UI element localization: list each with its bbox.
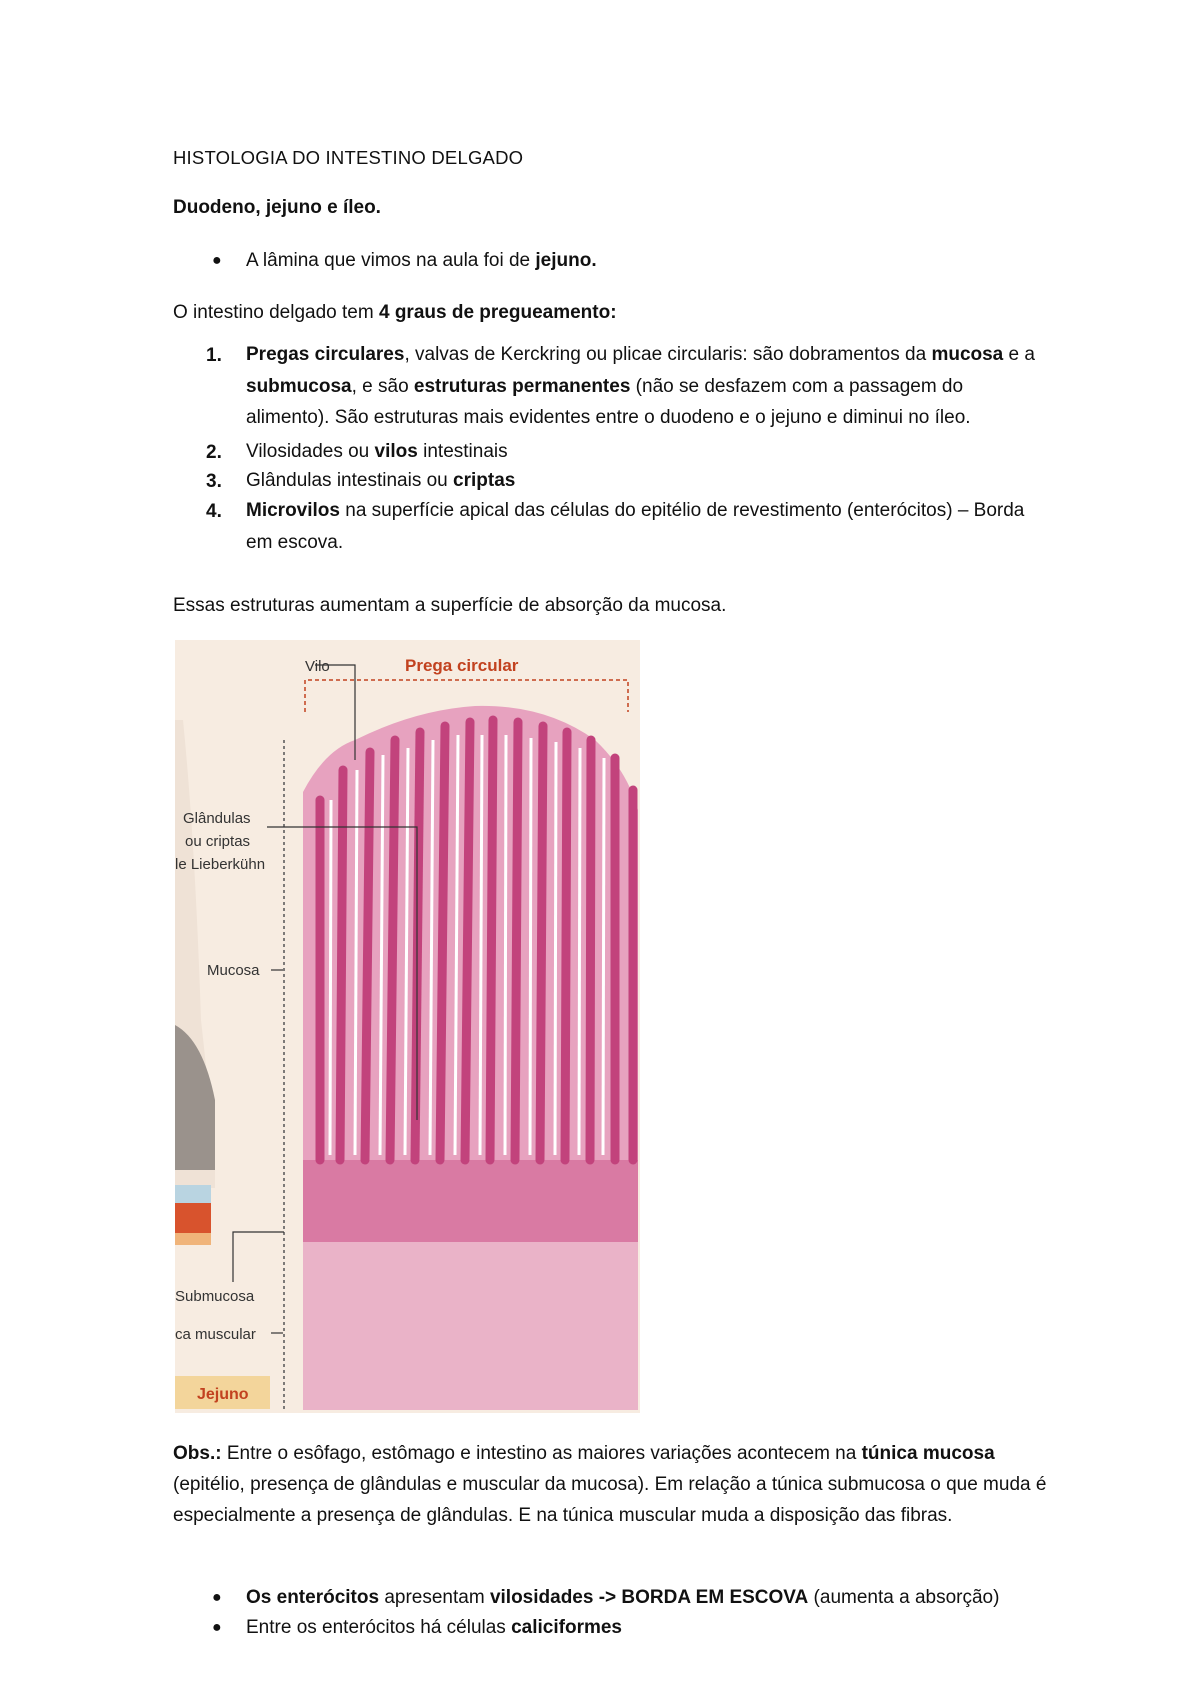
text: Entre os enterócitos há células	[246, 1617, 512, 1638]
bold-text: estruturas permanentes	[413, 375, 631, 397]
side-layer-orange	[175, 1233, 211, 1245]
label-prega-circular: Prega circular	[405, 656, 519, 675]
muscular-layer	[303, 1242, 638, 1410]
list-item	[246, 495, 1036, 558]
histology-figure	[175, 640, 640, 1413]
bullet-item	[246, 1587, 999, 1609]
bold-text: Microvilos	[246, 500, 340, 521]
bold-text: vilos	[374, 441, 418, 462]
jejunum-micrograph	[175, 640, 640, 1413]
text: apresentam	[379, 1587, 490, 1608]
list-item	[246, 436, 1036, 468]
bullet-icon: ●	[212, 252, 222, 269]
label-submucosa: Submucosa	[175, 1288, 255, 1305]
text: Vilosidades ou	[246, 441, 375, 462]
bullet-jejuno: A lâmina que vimos na aula foi de jejuno.	[246, 250, 597, 271]
bold-text: túnica mucosa	[861, 1443, 995, 1464]
submucosa-layer	[303, 1160, 638, 1242]
label-glandulas-2: ou criptas	[185, 833, 251, 850]
label-vilo: Vilo	[305, 658, 330, 675]
list-number: 1.	[206, 345, 222, 366]
text: (aumenta a absorção)	[808, 1587, 1000, 1608]
tissue-section	[303, 706, 638, 1410]
label-glandulas-3: le Lieberkühn	[175, 856, 266, 873]
side-layer-red	[175, 1203, 211, 1233]
bold-text: mucosa	[931, 344, 1004, 365]
label-jejuno: Jejuno	[197, 1386, 249, 1403]
text: (não se desfazem com a passagem do alimento). São estruturas mais evidentes entre o duodeno e o jejuno e diminui no íleo.	[246, 375, 971, 428]
summary-line: Essas estruturas aumentam a superfície de absorção da mucosa.	[173, 595, 727, 616]
side-layer-blue	[175, 1185, 211, 1203]
bold-text: submucosa	[246, 375, 352, 397]
list-number: 3.	[206, 471, 222, 492]
subtitle: Duodeno, jejuno e íleo.	[173, 197, 381, 218]
label-mucosa: Mucosa	[207, 962, 260, 979]
list-item	[246, 339, 1036, 434]
list-item	[246, 465, 1036, 497]
list-number: 2.	[206, 442, 222, 463]
text: e a	[1003, 344, 1035, 365]
text: na superfície apical das células do epitélio de revestimento (enterócitos) – Borda em escova.	[246, 500, 1025, 553]
text: , valvas de Kerckring ou plicae circularis: são dobramentos da	[404, 344, 932, 365]
text: (epitélio, presença de glândulas e muscular da mucosa). Em relação a túnica submucosa o que muda é especialmente a presença de glândulas. E na túnica muscular muda a disposição das fibras.	[173, 1474, 1047, 1526]
bullet-icon: ●	[212, 1619, 222, 1636]
bold-text: vilosidades -> BORDA EM ESCOVA	[489, 1587, 809, 1608]
obs-paragraph: Obs.: Entre o esôfago, estômago e intestino as maiores variações acontecem na túnica mucosa (epitélio, presença de glândulas e muscular da mucosa). Em relação a túnica submucosa o que muda é especialmente a presença de glândulas. E na túnica muscular muda a disposição das fibras.	[173, 1443, 1047, 1526]
bullet-icon: ●	[212, 1589, 222, 1606]
text: Glândulas intestinais ou	[246, 470, 454, 491]
bullet-item	[246, 1617, 622, 1639]
text: , e são	[351, 375, 414, 397]
bold-text: Os enterócitos	[246, 1587, 380, 1608]
page-title: HISTOLOGIA DO INTESTINO DELGADO	[173, 147, 524, 168]
bold-text: Pregas circulares	[246, 344, 405, 365]
label-muscular: ca muscular	[175, 1326, 256, 1343]
list-number: 4.	[206, 501, 222, 522]
intro-line: O intestino delgado tem 4 graus de pregueamento:	[173, 302, 617, 323]
text: intestinais	[417, 441, 508, 462]
text: Entre o esôfago, estômago e intestino as maiores variações acontecem na	[221, 1443, 862, 1464]
label-glandulas-1: Glândulas	[183, 810, 251, 827]
bold-text: caliciformes	[511, 1617, 622, 1638]
bold-text: criptas	[453, 470, 516, 491]
